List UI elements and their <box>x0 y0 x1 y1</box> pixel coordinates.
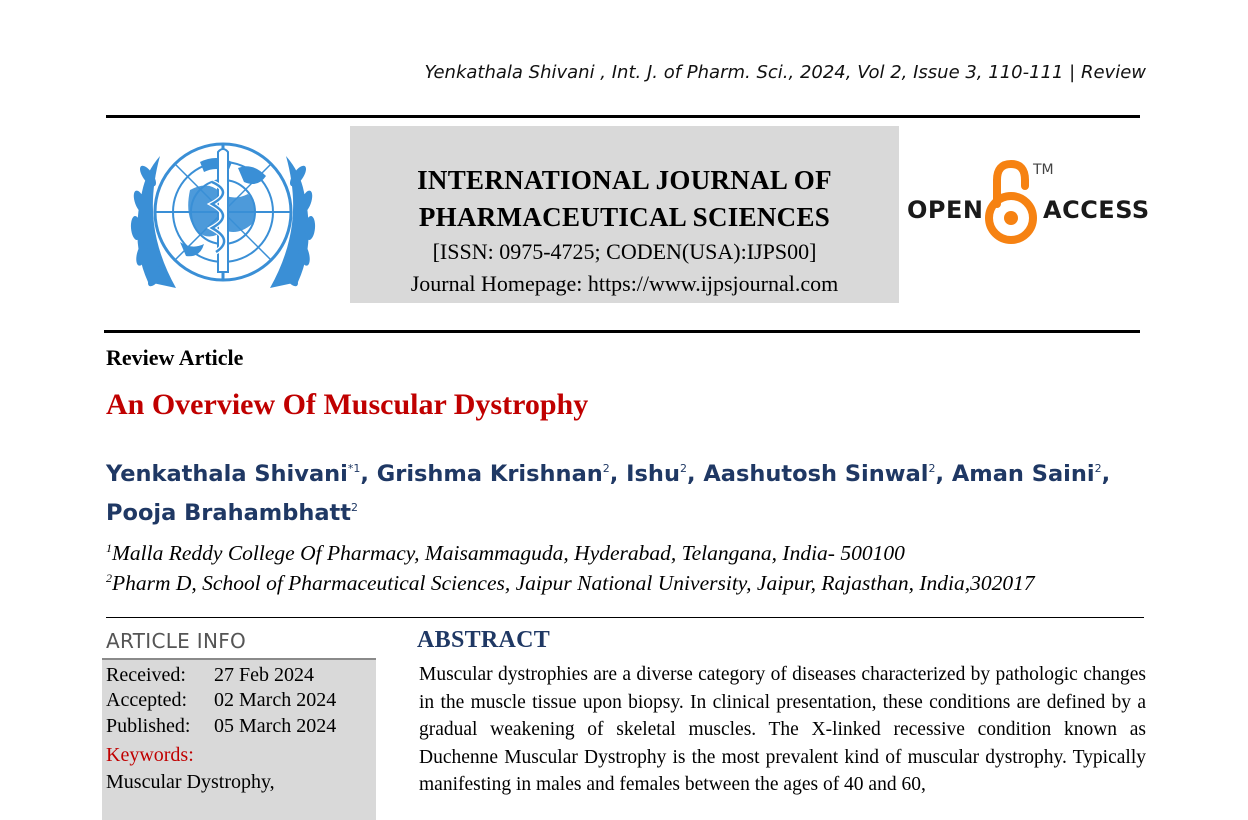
keywords-text: Muscular Dystrophy, <box>106 771 275 793</box>
published-label: Published: <box>106 715 191 737</box>
author-name[interactable]: Yenkathala Shivani <box>106 461 348 487</box>
article-info-box <box>102 658 376 820</box>
author-separator: , <box>935 461 952 487</box>
journal-name-box <box>350 126 899 303</box>
author-mark: 2 <box>351 501 359 514</box>
author-mark: 2 <box>1094 462 1102 475</box>
trademark-mark: TM <box>1033 162 1054 178</box>
author-list <box>106 452 1146 530</box>
article-info-heading: ARTICLE INFO <box>106 629 247 653</box>
affiliation-text: Malla Reddy College Of Pharmacy, Maisammaguda, Hyderabad, Telangana, India- 500100 <box>112 541 905 565</box>
author-separator: , <box>1101 461 1111 487</box>
abstract-heading: ABSTRACT <box>417 627 551 653</box>
journal-name-line2: PHARMACEUTICAL SCIENCES <box>418 202 831 232</box>
running-head: Yenkathala Shivani , Int. J. of Pharm. Sci., 2024, Vol 2, Issue 3, 110-111 | Review <box>424 62 1146 83</box>
published-row <box>106 715 336 738</box>
affiliation-2 <box>106 571 1035 596</box>
open-access-left-word: OPEN <box>907 196 984 224</box>
open-access-logo <box>905 158 1150 250</box>
author-separator: , <box>360 461 377 487</box>
accepted-label: Accepted: <box>106 689 188 711</box>
affiliation-1 <box>106 541 905 566</box>
abstract-text: Muscular dystrophies are a diverse category of diseases characterized by pathologic changes in the muscle tissue upon biopsy. In clinical presentation, these conditions are defined by a gradual weakening of skeletal muscles. The X-linked recessive condition known as Duchenne Muscular Dystrophy is the most prevalent kind of muscular dystrophy. Typically manifesting in males and females between the ages of 40 and 60, <box>419 664 1146 795</box>
affiliation-mark: 2 <box>106 571 112 585</box>
affiliation-mark: 1 <box>106 541 112 555</box>
accepted-date: 02 March 2024 <box>214 689 337 711</box>
published-date: 05 March 2024 <box>214 715 337 737</box>
journal-issn: [ISSN: 0975-4725; CODEN(USA):IJPS00] <box>432 239 817 264</box>
author-mark: 2 <box>602 462 610 475</box>
author-separator: , <box>686 461 704 487</box>
affiliation-text: Pharm D, School of Pharmaceutical Sciences, Jaipur National University, Jaipur, Rajasthan, India,302017 <box>112 571 1035 595</box>
open-access-right-word: ACCESS <box>1043 196 1150 224</box>
open-lock-icon <box>981 158 1041 250</box>
author-mark: *1 <box>347 462 361 475</box>
top-rule <box>106 115 1140 118</box>
header-bottom-rule <box>104 330 1140 333</box>
received-row <box>106 664 314 687</box>
author-mark: 2 <box>679 462 687 475</box>
article-type: Review Article <box>106 345 244 370</box>
received-date: 27 Feb 2024 <box>214 664 314 686</box>
author-mark: 2 <box>928 462 936 475</box>
author-separator: , <box>609 461 627 487</box>
author-name[interactable]: Aman Saini <box>951 461 1095 487</box>
journal-emblem-icon <box>120 132 326 304</box>
affiliation-rule <box>106 617 1144 618</box>
received-label: Received: <box>106 664 186 686</box>
journal-name-line1: INTERNATIONAL JOURNAL OF <box>417 165 832 195</box>
article-title: An Overview Of Muscular Dystrophy <box>106 388 589 421</box>
author-name[interactable]: Pooja Brahambhatt <box>106 500 352 526</box>
journal-homepage-link[interactable]: Journal Homepage: https://www.ijpsjournal.com <box>410 271 839 296</box>
author-name[interactable]: Ishu <box>626 461 680 487</box>
accepted-row <box>106 689 336 712</box>
author-name[interactable]: Aashutosh Sinwal <box>703 461 929 487</box>
author-name[interactable]: Grishma Krishnan <box>376 461 603 487</box>
keywords-label: Keywords: <box>106 744 194 766</box>
